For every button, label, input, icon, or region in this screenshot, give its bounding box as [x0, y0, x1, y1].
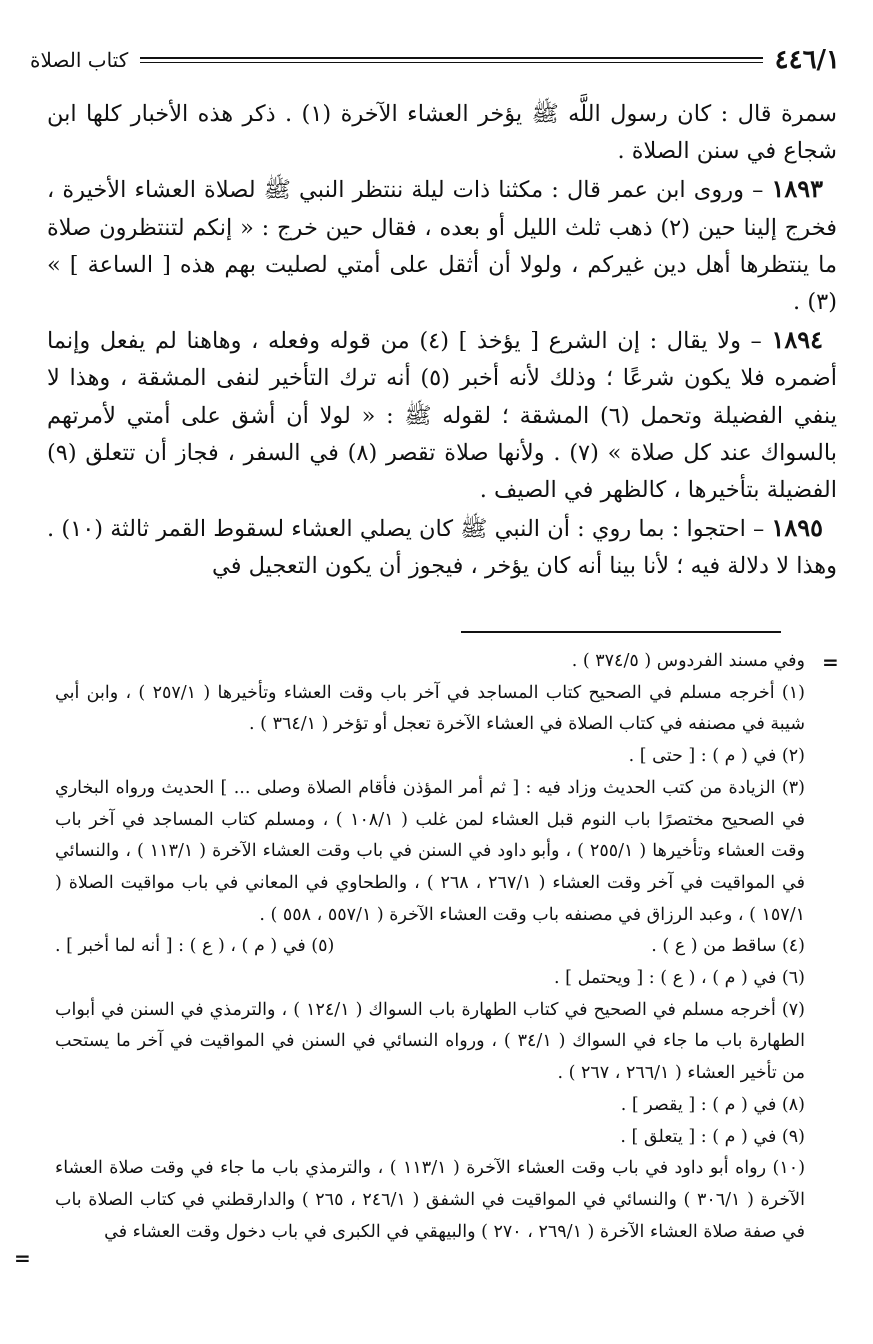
footnote-7: (٧) أخرجه مسلم في الصحيح في كتاب الطهارة باب السواك ( ١٢٤/١ ) ، والترمذي في السنن في أبواب الطهارة باب ما جاء في السواك ( ٣٤/١ ) ، ورواه النسائي في السنن في المواقيت في آخر ما يستحب من تأخير العشاء ( ٢٦٦/١ ، ٢٦٧ ) .: [55, 999, 805, 1084]
paragraph-text: – ولا يقال : إن الشرع [ يؤخذ ] (٤) من قوله وفعله ، وهاهنا لم يفعل وإنما أضمره فلا يكون شرعًا ؛ وذلك لأنه أخبر (٥) أنه ترك التأخير لنفى المشقة ، وهذا لا ينفي الفضيلة وتحمل (٦) المشقة ؛ لقوله ﷺ : « لولا أن أشق على أمتي لأمرتهم بالسواك عند كل صلاة » (٧) . ولأنها صلاة تقصر (٨) في السفر ، فجاز أن تتعلق (٩) الفضيلة بتأخيرها ، كالظهر في الصيف .: [47, 328, 837, 504]
continuation-mark-bottom: =: [14, 1246, 31, 1270]
header-rule: [140, 57, 762, 63]
page-header: [30, 38, 840, 82]
footnote-3: (٣) الزيادة من كتب الحديث وزاد فيه : [ ثم أمر المؤذن فأقام الصلاة وصلى ... ] الحديث ورواه البخاري في الصحيح مختصرًا باب النوم قبل العشاء لمن غلب ( ١٠٨/١ ) ، ومسلم كتاب المساجد في آخر باب وقت العشاء وتأخيرها ( ٢٥٥/١ ) ، وأبو داود في السنن في باب وقت العشاء الآخرة ( ١١٣/١ ) ، والنسائي في المواقيت في آخر وقت العشاء ( ٢٦٧/١ ، ٢٦٨ ) ، والطحاوي في المعاني في باب مواقيت الصلاة ( ١٥٧/١ ) ، وعبد الرزاق في مصنفه باب وقت العشاء الآخرة ( ٥٥٧/١ ، ٥٥٨ ) .: [55, 777, 806, 925]
paragraph-number: ١٨٩٥: [771, 513, 823, 543]
page-number: ٤٤٦/١: [774, 45, 840, 75]
footnote-9: (٩) في ( م ) : [ يتعلق ] .: [620, 1126, 805, 1147]
paragraph-text: – وروى ابن عمر قال : مكثنا ذات ليلة ننتظر النبي ﷺ لصلاة العشاء الأخيرة ، فخرج إلينا حين (٢) ذهب ثلث الليل أو بعده ، فقال حين خرج : « إنكم لتنتظرون صلاة ما ينتظرها أهل دين غيركم ، ولولا أن أثقل على أمتي لصليت بهم هذه [ الساعة ] » (٣) .: [47, 177, 837, 316]
footnote-continuation: وفي مسند الفردوس ( ٣٧٤/٥ ) .: [571, 651, 805, 671]
paragraph-1895: [47, 509, 837, 585]
footnote-separator: [461, 631, 781, 633]
paragraph-number: ١٨٩٤: [771, 325, 823, 355]
footnote-1: (١) أخرجه مسلم في الصحيح كتاب المساجد في آخر باب وقت العشاء وتأخيرها ( ٢٥٧/١ ) ، وابن أبي شيبة في مصنفه في كتاب الصلاة في العشاء الآخرة تعجل أو تؤخر ( ٣٦٤/١ ) .: [55, 682, 805, 735]
footnote-6: (٦) في ( م ) ، ( ع ) : [ ويحتمل ] .: [554, 968, 805, 989]
footnote-8: (٨) في ( م ) : [ يقصر ] .: [620, 1094, 805, 1115]
paragraph-continuation: سمرة قال : كان رسول اللَّه ﷺ يؤخر العشاء الآخرة (١) . ذكر هذه الأخبار كلها ابن شجاع في سنن الصلاة .: [47, 101, 838, 165]
paragraph-number: ١٨٩٣: [771, 174, 823, 204]
footnote-row-4-5: [55, 931, 805, 963]
footnote-4: (٤) ساقط من ( ع ) .: [651, 936, 805, 957]
footnotes: [55, 646, 805, 1248]
paragraph-text: – احتجوا : بما روي : أن النبي ﷺ كان يصلي العشاء لسقوط القمر ثالثة (١٠) . وهذا لا دلالة فيه ؛ لأنا بينا أنه كان يؤخر ، فيجوز أن يكون التعجيل في: [47, 516, 837, 580]
paragraph-1894: [47, 321, 837, 509]
main-text: [47, 96, 837, 586]
footnote-2: (٢) في ( م ) : [ حتى ] .: [628, 746, 805, 767]
footnote-10: (١٠) رواه أبو داود في باب وقت العشاء الآخرة ( ١١٣/١ ) ، والترمذي باب ما جاء في وقت صلاة العشاء الآخرة ( ٣٠٦/١ ) والنسائي في المواقيت في الشفق ( ٢٤٦/١ ، ٢٦٥ ) والدارقطني في كتاب الصلاة باب في صفة صلاة العشاء الآخرة ( ٢٦٩/١ ، ٢٧٠ ) والبيهقي في الكبرى في باب دخول وقت العشاء في: [55, 1158, 806, 1242]
paragraph-1893: [47, 170, 837, 321]
book-title: كتاب الصلاة: [30, 48, 129, 72]
continuation-mark-top: =: [822, 650, 839, 674]
footnote-5: (٥) في ( م ) ، ( ع ) : [ أنه لما أخبر ] .: [55, 936, 335, 957]
